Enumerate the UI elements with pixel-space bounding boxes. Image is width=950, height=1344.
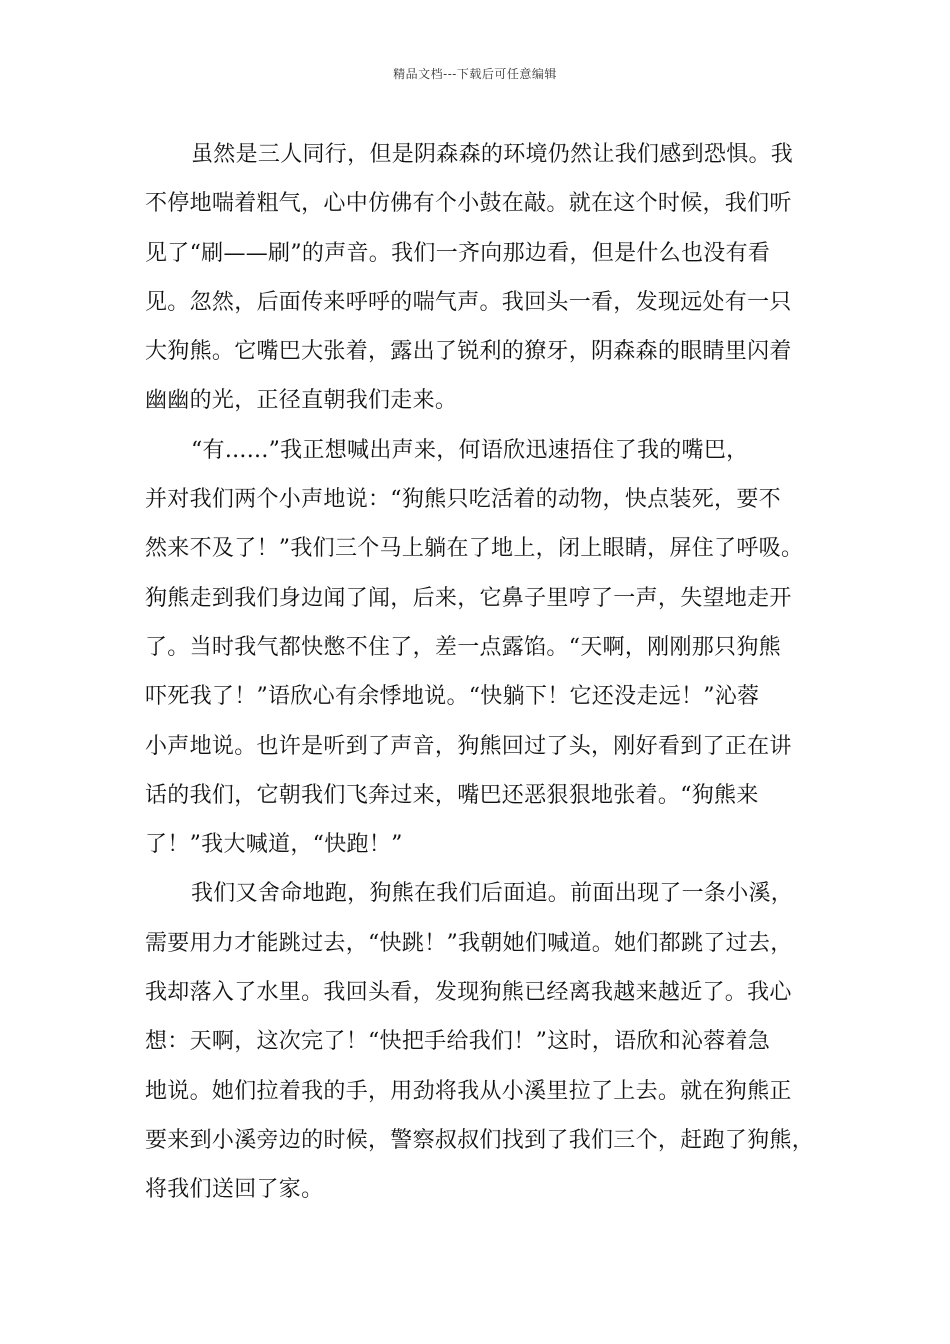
text-line: 要来到小溪旁边的时候，警察叔叔们找到了我们三个，赶跑了狗熊， <box>145 1127 815 1153</box>
text-line: 我却落入了水里。我回头看，发现狗熊已经离我越来越近了。我心 <box>145 980 792 1006</box>
text-line: 见了“刷——刷”的声音。我们一齐向那边看，但是什么也没有看 <box>145 240 771 266</box>
text-line: 幽幽的光，正径直朝我们走来。 <box>145 388 458 414</box>
text-line: 不停地喘着粗气，心中仿佛有个小鼓在敲。就在这个时候，我们听 <box>145 191 792 217</box>
page-header: 精品文档---下载后可任意编辑 <box>393 67 557 81</box>
text-line: 想：天啊，这次完了！“快把手给我们！”这时，语欣和沁蓉着急 <box>145 1029 771 1055</box>
text-line: 大狗熊。它嘴巴大张着，露出了锐利的獠牙，阴森森的眼睛里闪着 <box>145 339 792 365</box>
paragraph-1 <box>145 130 821 426</box>
text-line: 小声地说。也许是听到了声音，狗熊回过了头，刚好看到了正在讲 <box>145 733 792 759</box>
text-line: 狗熊走到我们身边闻了闻，后来，它鼻子里哼了一声，失望地走开 <box>145 585 792 611</box>
text-line: 然来不及了！”我们三个马上躺在了地上，闭上眼睛，屏住了呼吸。 <box>145 536 804 562</box>
text-line: 虽然是三人同行，但是阴森森的环境仍然让我们感到恐惧。我 <box>191 142 794 167</box>
text-line: 了。当时我气都快憋不住了，差一点露馅。“天啊，刚刚那只狗熊 <box>145 634 781 660</box>
body-text <box>145 130 821 1215</box>
paragraph-2 <box>145 426 821 870</box>
paragraph-3 <box>145 869 821 1214</box>
text-line: 并对我们两个小声地说：“狗熊只吃活着的动物，快点装死，要不 <box>145 487 781 513</box>
text-line: 话的我们，它朝我们飞奔过来，嘴巴还恶狠狠地张着。“狗熊来 <box>145 782 759 808</box>
text-line: 需要用力才能跳过去，“快跳！”我朝她们喊道。她们都跳了过去， <box>145 930 793 956</box>
text-line: 吓死我了！”语欣心有余悸地说。“快躺下！它还没走远！”沁蓉 <box>145 684 760 710</box>
text-line: 见。忽然，后面传来呼呼的喘气声。我回头一看，发现远处有一只 <box>145 289 792 315</box>
text-line: 将我们送回了家。 <box>145 1177 324 1203</box>
text-line: 了！”我大喊道，“快跑！” <box>145 832 403 858</box>
text-line: 地说。她们拉着我的手，用劲将我从小溪里拉了上去。就在狗熊正 <box>145 1078 792 1104</box>
text-line: “有......”我正想喊出声来，何语欣迅速捂住了我的嘴巴， <box>191 437 749 463</box>
text-line: 我们又舍命地跑，狗熊在我们后面追。前面出现了一条小溪， <box>191 881 794 907</box>
